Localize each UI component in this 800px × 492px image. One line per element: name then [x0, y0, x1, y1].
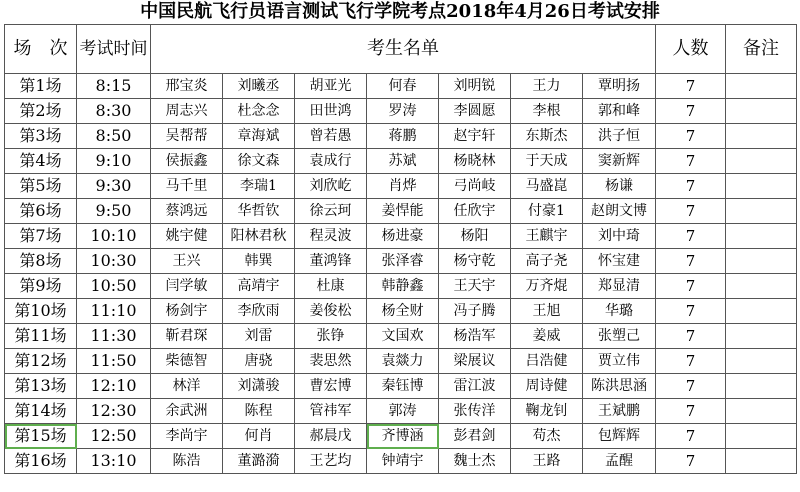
candidate-name-cell: 郑显清 — [583, 274, 656, 299]
table-row — [5, 449, 797, 474]
header-session: 场 次 — [5, 25, 77, 74]
candidate-name-cell: 林洋 — [151, 374, 223, 399]
schedule-table — [4, 24, 797, 474]
candidate-name-cell: 任欣宇 — [439, 199, 511, 224]
candidate-name-cell: 于天成 — [511, 149, 583, 174]
candidate-name-cell: 闫学敏 — [151, 274, 223, 299]
candidate-name-cell: 包辉辉 — [583, 424, 656, 449]
candidate-name-cell: 柴德智 — [151, 349, 223, 374]
candidate-name-cell: 杨谦 — [583, 174, 656, 199]
session-cell: 第15场 — [5, 424, 77, 449]
time-cell: 12:50 — [77, 424, 151, 449]
time-cell: 11:50 — [77, 349, 151, 374]
remarks-cell — [726, 449, 797, 474]
time-cell: 10:10 — [77, 224, 151, 249]
count-cell: 7 — [656, 399, 726, 424]
candidate-name-cell: 文国欢 — [367, 324, 439, 349]
table-row — [5, 174, 797, 199]
candidate-name-cell: 王路 — [511, 449, 583, 474]
candidate-name-cell: 吕浩健 — [511, 349, 583, 374]
header-count: 人数 — [656, 25, 726, 74]
candidate-name-cell: 华璐 — [583, 299, 656, 324]
candidate-name-cell: 吴帮帮 — [151, 124, 223, 149]
candidate-name-cell: 王斌鹏 — [583, 399, 656, 424]
candidate-name-cell: 梁展议 — [439, 349, 511, 374]
candidate-name-cell: 刘明锐 — [439, 74, 511, 99]
session-cell: 第14场 — [5, 399, 77, 424]
count-cell: 7 — [656, 424, 726, 449]
candidate-name-cell: 刘曦丞 — [223, 74, 295, 99]
candidate-name-cell: 王麒宇 — [511, 224, 583, 249]
header-time: 考试时间 — [77, 25, 151, 74]
candidate-name-cell: 鞠龙钊 — [511, 399, 583, 424]
candidate-name-cell: 唐骁 — [223, 349, 295, 374]
candidate-name-cell: 杨守乾 — [439, 249, 511, 274]
candidate-name-cell: 陈程 — [223, 399, 295, 424]
candidate-name-cell: 杜康 — [295, 274, 367, 299]
count-cell: 7 — [656, 299, 726, 324]
candidate-name-cell: 罗涛 — [367, 99, 439, 124]
candidate-name-cell: 杨剑宇 — [151, 299, 223, 324]
candidate-name-cell: 洪子恒 — [583, 124, 656, 149]
candidate-name-cell: 张传洋 — [439, 399, 511, 424]
time-cell: 12:30 — [77, 399, 151, 424]
table-row — [5, 424, 797, 449]
time-cell: 8:50 — [77, 124, 151, 149]
candidate-name-cell: 何肖 — [223, 424, 295, 449]
count-cell: 7 — [656, 74, 726, 99]
candidate-name-cell: 杨阳 — [439, 224, 511, 249]
candidate-name-cell: 李根 — [511, 99, 583, 124]
candidate-name-cell: 邢宝炎 — [151, 74, 223, 99]
table-row — [5, 399, 797, 424]
table-row — [5, 324, 797, 349]
remarks-cell — [726, 349, 797, 374]
remarks-cell — [726, 299, 797, 324]
candidate-name-cell: 杨晓林 — [439, 149, 511, 174]
remarks-cell — [726, 224, 797, 249]
count-cell: 7 — [656, 174, 726, 199]
candidate-name-cell: 刘雷 — [223, 324, 295, 349]
candidate-name-cell: 雷江波 — [439, 374, 511, 399]
candidate-name-cell: 弓尚岐 — [439, 174, 511, 199]
candidate-name-cell: 彭君剑 — [439, 424, 511, 449]
candidate-name-cell: 刘潇骏 — [223, 374, 295, 399]
candidate-name-cell: 章海斌 — [223, 124, 295, 149]
session-cell: 第5场 — [5, 174, 77, 199]
session-cell: 第7场 — [5, 224, 77, 249]
session-cell: 第12场 — [5, 349, 77, 374]
candidate-name-cell: 周诗健 — [511, 374, 583, 399]
candidate-name-cell: 张泽睿 — [367, 249, 439, 274]
count-cell: 7 — [656, 349, 726, 374]
candidate-name-cell: 王兴 — [151, 249, 223, 274]
candidate-name-cell: 何春 — [367, 74, 439, 99]
candidate-name-cell: 孟醒 — [583, 449, 656, 474]
candidate-name-cell: 万齐焜 — [511, 274, 583, 299]
candidate-name-cell: 赵宇轩 — [439, 124, 511, 149]
session-cell: 第1场 — [5, 74, 77, 99]
candidate-name-cell: 赵朗文博 — [583, 199, 656, 224]
header-remarks: 备注 — [726, 25, 797, 74]
candidate-name-cell: 东斯杰 — [511, 124, 583, 149]
candidate-name-cell: 董鸿锋 — [295, 249, 367, 274]
remarks-cell — [726, 324, 797, 349]
candidate-name-cell: 肖烨 — [367, 174, 439, 199]
session-cell: 第13场 — [5, 374, 77, 399]
count-cell: 7 — [656, 274, 726, 299]
time-cell: 13:10 — [77, 449, 151, 474]
candidate-name-cell: 郭涛 — [367, 399, 439, 424]
time-cell: 10:30 — [77, 249, 151, 274]
count-cell: 7 — [656, 149, 726, 174]
candidate-name-cell: 蔡鸿远 — [151, 199, 223, 224]
candidate-name-cell: 李尚宇 — [151, 424, 223, 449]
time-cell: 9:50 — [77, 199, 151, 224]
candidate-name-cell: 徐文森 — [223, 149, 295, 174]
candidate-name-cell: 杜念念 — [223, 99, 295, 124]
count-cell: 7 — [656, 374, 726, 399]
candidate-name-cell: 华哲钦 — [223, 199, 295, 224]
candidate-name-cell: 曾若愚 — [295, 124, 367, 149]
time-cell: 10:50 — [77, 274, 151, 299]
table-row — [5, 199, 797, 224]
table-row — [5, 74, 797, 99]
session-cell: 第4场 — [5, 149, 77, 174]
candidate-name-cell: 曹宏博 — [295, 374, 367, 399]
time-cell: 9:10 — [77, 149, 151, 174]
candidate-name-cell: 程灵波 — [295, 224, 367, 249]
session-cell: 第16场 — [5, 449, 77, 474]
count-cell: 7 — [656, 99, 726, 124]
candidate-name-cell: 王力 — [511, 74, 583, 99]
candidate-name-cell: 高靖宇 — [223, 274, 295, 299]
candidate-name-cell: 靳君琛 — [151, 324, 223, 349]
candidate-name-cell: 郭和峰 — [583, 99, 656, 124]
candidate-name-cell: 杨进豪 — [367, 224, 439, 249]
time-cell: 9:30 — [77, 174, 151, 199]
remarks-cell — [726, 174, 797, 199]
candidate-name-cell: 袁燚力 — [367, 349, 439, 374]
time-cell: 8:15 — [77, 74, 151, 99]
candidate-name-cell: 王艺均 — [295, 449, 367, 474]
candidate-name-cell: 钟靖宇 — [367, 449, 439, 474]
candidate-name-cell: 韩巽 — [223, 249, 295, 274]
count-cell: 7 — [656, 449, 726, 474]
remarks-cell — [726, 124, 797, 149]
selected-cell: 齐博涵 — [367, 424, 439, 449]
candidate-name-cell: 付豪1 — [511, 199, 583, 224]
candidate-name-cell: 马盛崑 — [511, 174, 583, 199]
candidate-name-cell: 王旭 — [511, 299, 583, 324]
candidate-name-cell: 李瑞1 — [223, 174, 295, 199]
table-row — [5, 349, 797, 374]
page-title: 中国民航飞行员语言测试飞行学院考点2018年4月26日考试安排 — [140, 1, 660, 22]
candidate-name-cell: 陈浩 — [151, 449, 223, 474]
candidate-name-cell: 贾立伟 — [583, 349, 656, 374]
candidate-name-cell: 阳林君秋 — [223, 224, 295, 249]
candidate-name-cell: 姜俊松 — [295, 299, 367, 324]
candidate-name-cell: 覃明扬 — [583, 74, 656, 99]
candidate-name-cell: 秦钰博 — [367, 374, 439, 399]
count-cell: 7 — [656, 224, 726, 249]
remarks-cell — [726, 399, 797, 424]
candidate-name-cell: 周志兴 — [151, 99, 223, 124]
candidate-name-cell: 刘中琦 — [583, 224, 656, 249]
candidate-name-cell: 高子尧 — [511, 249, 583, 274]
candidate-name-cell: 窦新辉 — [583, 149, 656, 174]
candidate-name-cell: 魏士杰 — [439, 449, 511, 474]
header-names: 考生名单 — [151, 25, 656, 74]
time-cell: 8:30 — [77, 99, 151, 124]
candidate-name-cell: 怀宝建 — [583, 249, 656, 274]
table-row — [5, 99, 797, 124]
candidate-name-cell: 郝晨戊 — [295, 424, 367, 449]
remarks-cell — [726, 374, 797, 399]
candidate-name-cell: 苏斌 — [367, 149, 439, 174]
candidate-name-cell: 徐云珂 — [295, 199, 367, 224]
candidate-name-cell: 姜威 — [511, 324, 583, 349]
count-cell: 7 — [656, 324, 726, 349]
time-cell: 11:10 — [77, 299, 151, 324]
candidate-name-cell: 姚宇健 — [151, 224, 223, 249]
candidate-name-cell: 冯子腾 — [439, 299, 511, 324]
candidate-name-cell: 陈洪思涵 — [583, 374, 656, 399]
remarks-cell — [726, 149, 797, 174]
candidate-name-cell: 管祎军 — [295, 399, 367, 424]
table-row — [5, 274, 797, 299]
candidate-name-cell: 蒋鹏 — [367, 124, 439, 149]
table-row — [5, 149, 797, 174]
candidate-name-cell: 李圆愿 — [439, 99, 511, 124]
candidate-name-cell: 马千里 — [151, 174, 223, 199]
candidate-name-cell: 姜悍能 — [367, 199, 439, 224]
table-row — [5, 224, 797, 249]
candidate-name-cell: 杨浩军 — [439, 324, 511, 349]
candidate-name-cell: 王天宇 — [439, 274, 511, 299]
remarks-cell — [726, 424, 797, 449]
table-row — [5, 124, 797, 149]
count-cell: 7 — [656, 249, 726, 274]
candidate-name-cell: 苟杰 — [511, 424, 583, 449]
remarks-cell — [726, 74, 797, 99]
candidate-name-cell: 杨全财 — [367, 299, 439, 324]
time-cell: 11:30 — [77, 324, 151, 349]
candidate-name-cell: 田世鸿 — [295, 99, 367, 124]
remarks-cell — [726, 99, 797, 124]
session-cell: 第8场 — [5, 249, 77, 274]
candidate-name-cell: 张铮 — [295, 324, 367, 349]
session-cell: 第11场 — [5, 324, 77, 349]
session-cell: 第6场 — [5, 199, 77, 224]
candidate-name-cell: 李欣雨 — [223, 299, 295, 324]
candidate-name-cell: 余武洲 — [151, 399, 223, 424]
time-cell: 12:10 — [77, 374, 151, 399]
candidate-name-cell: 张塑己 — [583, 324, 656, 349]
header-row — [5, 25, 797, 74]
candidate-name-cell: 侯振鑫 — [151, 149, 223, 174]
count-cell: 7 — [656, 124, 726, 149]
session-cell: 第3场 — [5, 124, 77, 149]
remarks-cell — [726, 199, 797, 224]
session-cell: 第2场 — [5, 99, 77, 124]
session-cell: 第9场 — [5, 274, 77, 299]
remarks-cell — [726, 249, 797, 274]
candidate-name-cell: 董潞漪 — [223, 449, 295, 474]
session-cell: 第10场 — [5, 299, 77, 324]
candidate-name-cell: 韩静鑫 — [367, 274, 439, 299]
candidate-name-cell: 刘欣屹 — [295, 174, 367, 199]
remarks-cell — [726, 274, 797, 299]
table-row — [5, 374, 797, 399]
candidate-name-cell: 裴思然 — [295, 349, 367, 374]
table-row — [5, 299, 797, 324]
candidate-name-cell: 袁成行 — [295, 149, 367, 174]
count-cell: 7 — [656, 199, 726, 224]
candidate-name-cell: 胡亚光 — [295, 74, 367, 99]
table-row — [5, 249, 797, 274]
